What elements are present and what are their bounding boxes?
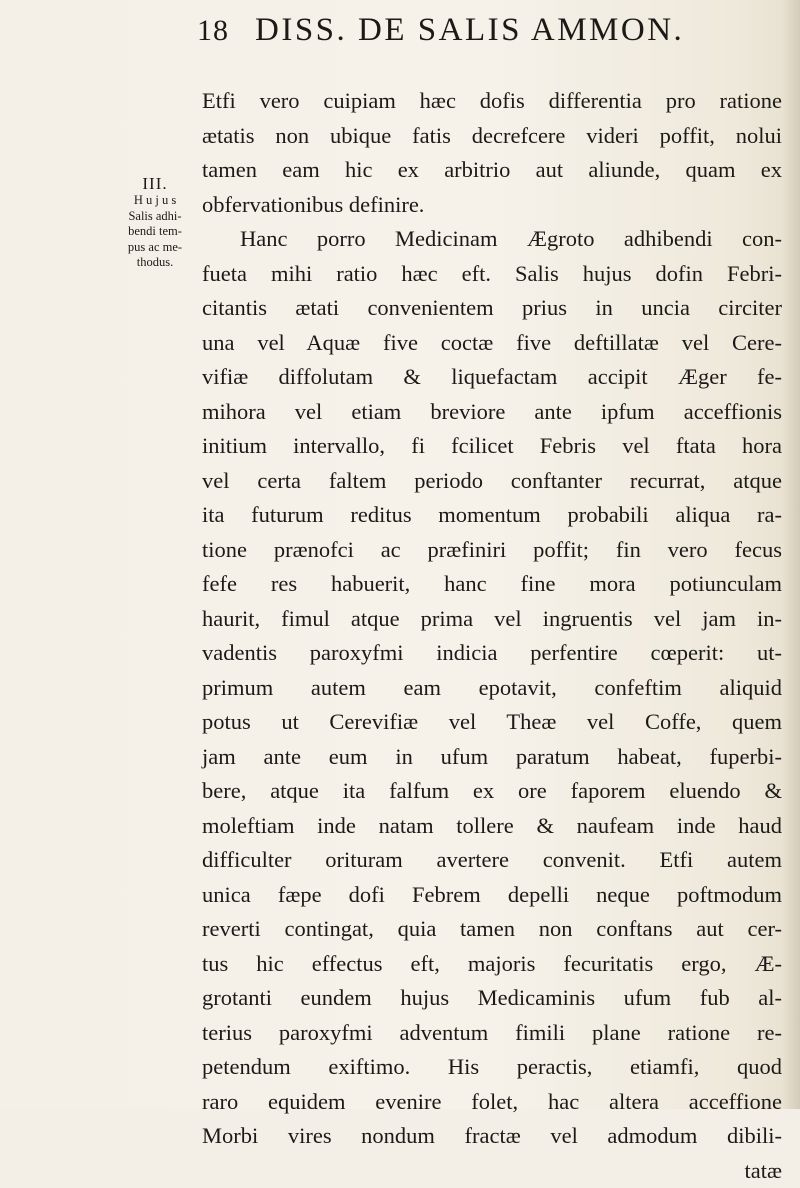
margin-note-line: bendi tem-	[112, 224, 198, 240]
text-line: ita futurum reditus momentum probabili aliqua ra-	[202, 498, 782, 533]
text-line: terius paroxyfmi adventum fimili plane ratione re-	[202, 1016, 782, 1051]
text-line: raro equidem evenire folet, hac altera acceffione	[202, 1085, 782, 1120]
text-line: mihora vel etiam breviore ante ipfum acceffionis	[202, 395, 782, 430]
text-line: potus ut Cerevifiæ vel Theæ vel Coffe, quem	[202, 705, 782, 740]
margin-note-line: Salis adhi-	[112, 209, 198, 225]
text-line: obfervationibus definire.	[202, 188, 782, 223]
text-line: Morbi vires nondum fractæ vel admodum dibili-	[202, 1119, 782, 1154]
margin-note-line: pus ac me-	[112, 240, 198, 256]
text-line: bere, atque ita falfum ex ore faporem eluendo &	[202, 774, 782, 809]
body-text	[202, 84, 782, 1188]
page-number: 18	[197, 14, 229, 48]
text-line: reverti contingat, quia tamen non conftans aut cer-	[202, 912, 782, 947]
text-line: vadentis paroxyfmi indicia perfentire cœperit: ut-	[202, 636, 782, 671]
text-line: initium intervallo, fi fcilicet Febris vel ftata hora	[202, 429, 782, 464]
margin-note-line: H u j u s	[112, 193, 198, 209]
text-line: fefe res habuerit, hanc fine mora potiunculam	[202, 567, 782, 602]
page-edge-shadow	[782, 0, 800, 1109]
text-line: ætatis non ubique fatis decrefcere videri poffit, nolui	[202, 119, 782, 154]
margin-note-line: thodus.	[112, 255, 198, 271]
text-line: vel certa faltem periodo conftanter recurrat, atque	[202, 464, 782, 499]
margin-note	[112, 175, 198, 271]
text-line: fueta mihi ratio hæc eft. Salis hujus dofin Febri-	[202, 257, 782, 292]
text-line: vifiæ diffolutam & liquefactam accipit Æger fe-	[202, 360, 782, 395]
catchword: tatæ	[202, 1154, 782, 1188]
text-line: citantis ætati convenientem prius in uncia circiter	[202, 291, 782, 326]
section-numeral: III.	[112, 175, 198, 193]
text-line: tus hic effectus eft, majoris fecuritatis ergo, Æ-	[202, 947, 782, 982]
text-line: petendum exiftimo. His peractis, etiamfi, quod	[202, 1050, 782, 1085]
text-line: moleftiam inde natam tollere & naufeam inde haud	[202, 809, 782, 844]
text-line: primum autem eam epotavit, confeftim aliquid	[202, 671, 782, 706]
text-line: difficulter orituram avertere convenit. Etfi autem	[202, 843, 782, 878]
text-line: tione prænofci ac præfiniri poffit; fin vero fecus	[202, 533, 782, 568]
running-head	[197, 10, 782, 54]
text-line: jam ante eum in ufum paratum habeat, fuperbi-	[202, 740, 782, 775]
text-line: Etfi vero cuipiam hæc dofis differentia pro ratione	[202, 84, 782, 119]
text-line: una vel Aquæ five coctæ five deftillatæ vel Cere-	[202, 326, 782, 361]
text-line: haurit, fimul atque prima vel ingruentis vel jam in-	[202, 602, 782, 637]
text-line: unica fæpe dofi Febrem depelli neque poftmodum	[202, 878, 782, 913]
running-title: DISS. DE SALIS AMMON.	[255, 12, 684, 49]
text-line: Hanc porro Medicinam Ægroto adhibendi con-	[202, 222, 782, 257]
text-line: tamen eam hic ex arbitrio aut aliunde, quam ex	[202, 153, 782, 188]
text-line: grotanti eundem hujus Medicaminis ufum fub al-	[202, 981, 782, 1016]
